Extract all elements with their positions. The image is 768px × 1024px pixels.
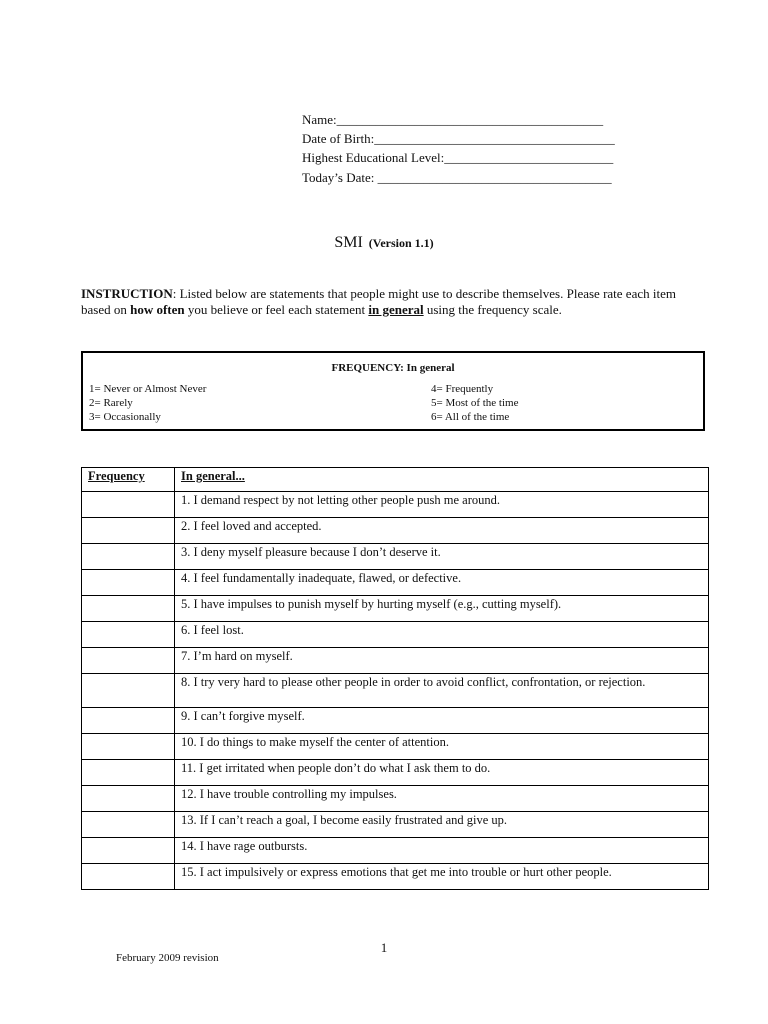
frequency-option: 6= All of the time [431,411,510,423]
instruction-bold-in-general: in general [368,302,424,317]
instruction-text-3: using the frequency scale. [423,302,562,317]
frequency-option: 5= Most of the time [431,397,519,409]
table-row [82,760,709,786]
table-row [82,492,709,518]
item-statement: 12. I have trouble controlling my impulses. [175,786,709,812]
frequency-answer-cell[interactable] [82,864,175,890]
page-number: 1 [380,940,388,955]
table-row [82,838,709,864]
item-statement: 13. If I can’t reach a goal, I become easily frustrated and give up. [175,812,709,838]
item-statement: 10. I do things to make myself the center of attention. [175,734,709,760]
frequency-scale-right-column [431,382,518,424]
item-statement: 4. I feel fundamentally inadequate, flawed, or defective. [175,570,709,596]
frequency-answer-cell[interactable] [82,544,175,570]
item-statement: 5. I have impulses to punish myself by hurting myself (e.g., cutting myself). [175,596,709,622]
column-header-frequency: Frequency [82,468,175,492]
frequency-scale-left-column [89,382,206,424]
frequency-answer-cell[interactable] [82,648,175,674]
table-row [82,786,709,812]
item-statement: 9. I can’t forgive myself. [175,708,709,734]
frequency-answer-cell[interactable] [82,734,175,760]
frequency-answer-cell[interactable] [82,708,175,734]
frequency-answer-cell[interactable] [82,838,175,864]
frequency-answer-cell[interactable] [82,812,175,838]
frequency-answer-cell[interactable] [82,570,175,596]
document-title [0,234,768,252]
table-row [82,708,709,734]
name-field-label: Name:_________________________________________ [302,112,604,127]
frequency-option: 2= Rarely [89,397,133,409]
questionnaire-table [81,467,709,890]
education-level-field-label: Highest Educational Level:__________________________ [302,150,614,165]
instruction-lead: INSTRUCTION [81,286,173,301]
frequency-answer-cell[interactable] [82,760,175,786]
instruction-paragraph [81,286,681,318]
item-statement: 7. I’m hard on myself. [175,648,709,674]
date-of-birth-field-label: Date of Birth:_____________________________________ [302,131,615,146]
frequency-option: 1= Never or Almost Never [89,383,207,395]
column-header-in-general: In general... [175,468,709,492]
item-statement: 6. I feel lost. [175,622,709,648]
frequency-answer-cell[interactable] [82,596,175,622]
frequency-answer-cell[interactable] [82,518,175,544]
item-statement: 15. I act impulsively or express emotions that get me into trouble or hurt other people. [175,864,709,890]
item-statement: 3. I deny myself pleasure because I don’t deserve it. [175,544,709,570]
title-version: (Version 1.1) [368,236,434,250]
item-statement: 11. I get irritated when people don’t do what I ask them to do. [175,760,709,786]
frequency-scale-box [81,351,705,431]
table-row [82,864,709,890]
instruction-bold-how-often: how often [130,302,185,317]
item-statement: 1. I demand respect by not letting other people push me around. [175,492,709,518]
table-row [82,570,709,596]
instruction-text-2: you believe or feel each statement [184,302,369,317]
item-statement: 8. I try very hard to please other people in order to avoid conflict, confrontation, or rejection. [175,674,709,708]
instruction-text-1: : Listed below are statements that people might use to describe themselves. Please rate each item based on [81,286,676,317]
table-row [82,734,709,760]
revision-footer: February 2009 revision [116,952,219,964]
table-row [82,622,709,648]
item-statement: 14. I have rage outbursts. [175,838,709,864]
todays-date-field-label: Today’s Date: ____________________________________ [302,170,612,185]
frequency-scale-title: FREQUENCY: In general [331,362,455,374]
table-row [82,674,709,708]
frequency-option: 4= Frequently [431,383,494,395]
frequency-answer-cell[interactable] [82,674,175,708]
item-statement: 2. I feel loved and accepted. [175,518,709,544]
frequency-answer-cell[interactable] [82,492,175,518]
frequency-answer-cell[interactable] [82,786,175,812]
frequency-answer-cell[interactable] [82,622,175,648]
table-row [82,596,709,622]
table-row [82,812,709,838]
table-row [82,518,709,544]
table-row [82,648,709,674]
frequency-option: 3= Occasionally [89,411,161,423]
table-header-row [82,468,709,492]
title-main: SMI [334,234,363,251]
table-row [82,544,709,570]
